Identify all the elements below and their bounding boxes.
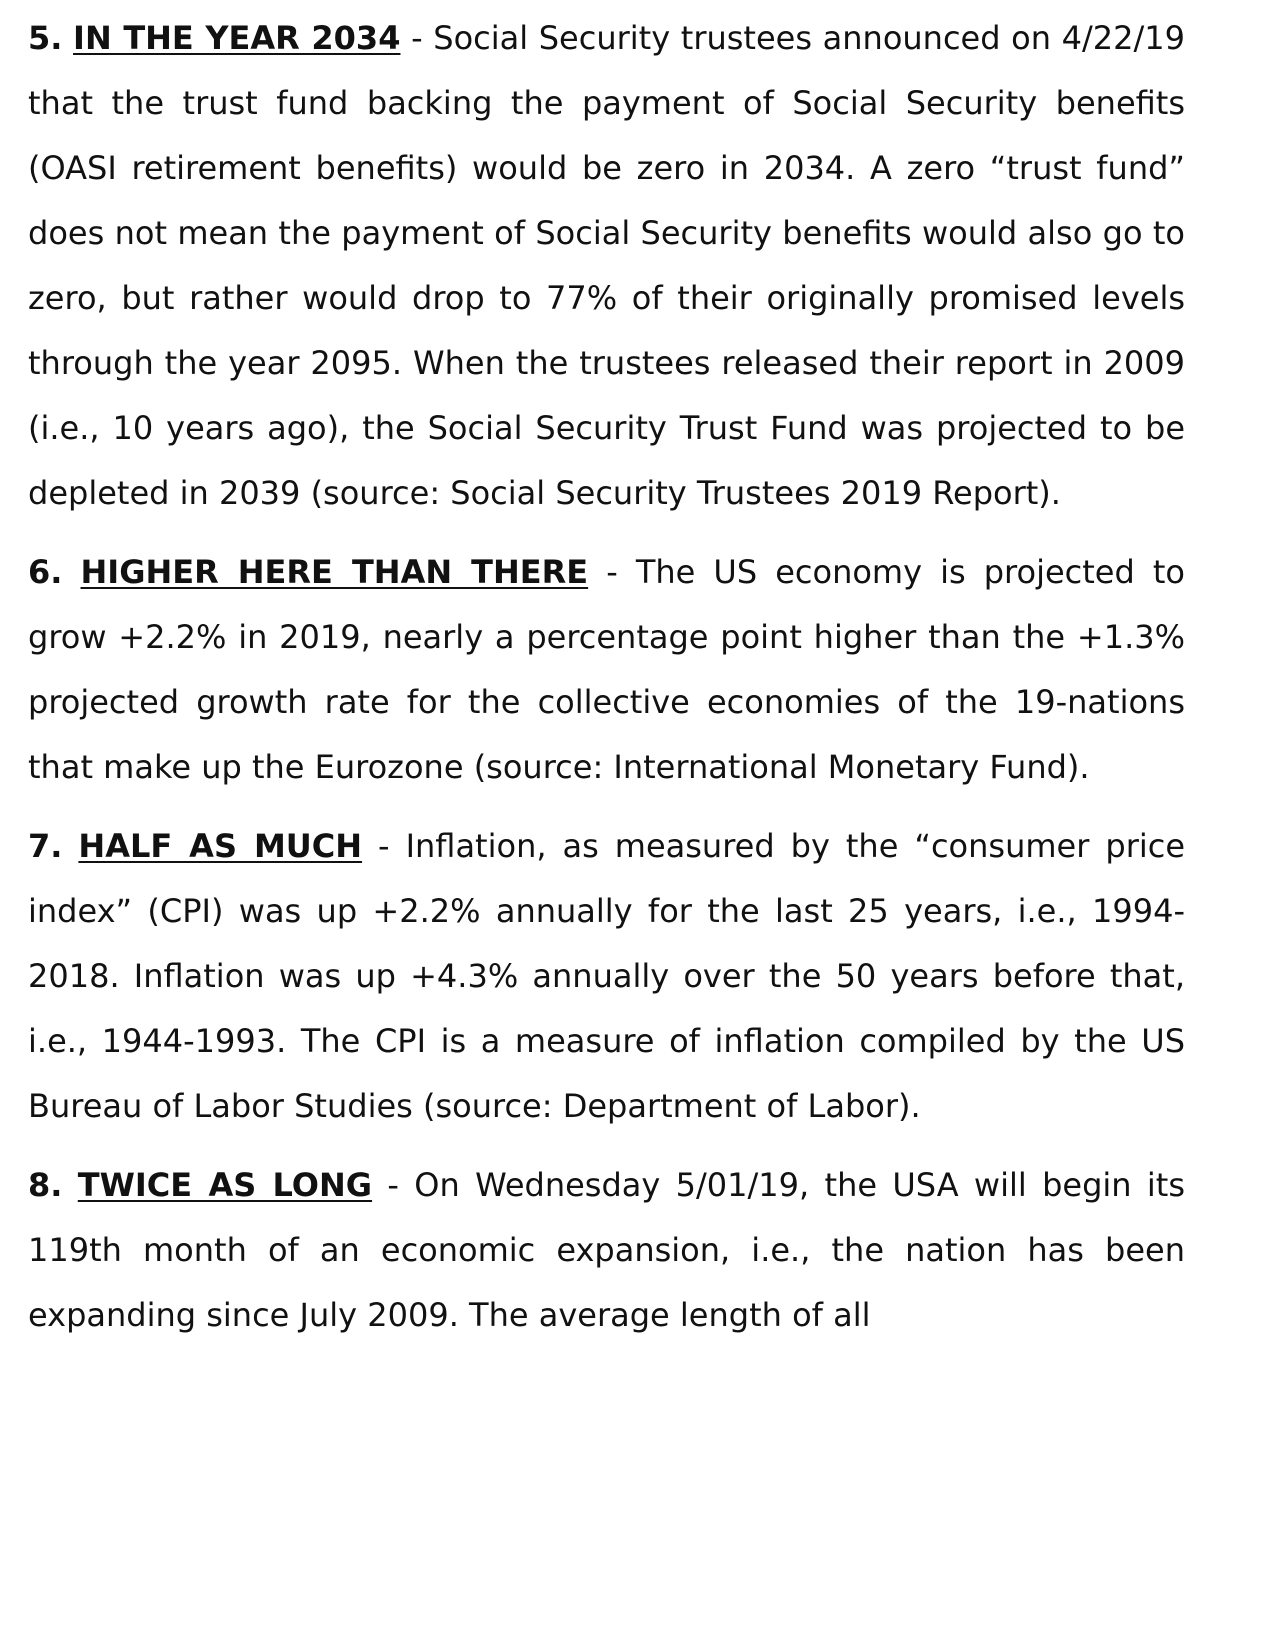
item-body: - On Wednesday 5/01/19, the USA will begin its 119th month of an economic expansion, i.e., the nation has been expanding since July 2009. The average length of all <box>28 1166 1186 1334</box>
item-number: 8. <box>28 1166 63 1204</box>
item-heading: HALF AS MUCH <box>78 827 363 865</box>
item-heading: TWICE AS LONG <box>77 1166 373 1204</box>
item-5 <box>28 6 1185 526</box>
item-heading: IN THE YEAR 2034 <box>73 19 401 57</box>
item-heading: HIGHER HERE THAN THERE <box>80 553 589 591</box>
item-number: 7. <box>28 827 63 865</box>
item-number: 6. <box>28 553 63 591</box>
item-8 <box>28 1153 1185 1348</box>
item-7 <box>28 814 1185 1139</box>
item-body: - Inflation, as measured by the “consumer price index” (CPI) was up +2.2% annually for the last 25 years, i.e., 1994-2018. Inflation was up +4.3% annually over the 50 years before that, i.e., 1944-1993. The CPI is a measure of inflation compiled by the US Bureau of Labor Studies (source: Department of Labor). <box>28 827 1186 1125</box>
item-number: 5. <box>28 19 63 57</box>
document-page <box>28 6 1185 1362</box>
item-body: - Social Security trustees announced on 4/22/19 that the trust fund backing the payment of Social Security benefits (OASI retirement benefits) would be zero in 2034. A zero “trust fund” does not mean the payment of Social Security benefits would also go to zero, but rather would drop to 77% of their originally promised levels through the year 2095. When the trustees released their report in 2009 (i.e., 10 years ago), the Social Security Trust Fund was projected to be depleted in 2039 (source: Social Security Trustees 2019 Report). <box>28 19 1186 512</box>
item-body: - The US economy is projected to grow +2.2% in 2019, nearly a percentage point higher than the +1.3% projected growth rate for the collective economies of the 19-nations that make up the Eurozone (source: International Monetary Fund). <box>28 553 1186 786</box>
item-6 <box>28 540 1185 800</box>
